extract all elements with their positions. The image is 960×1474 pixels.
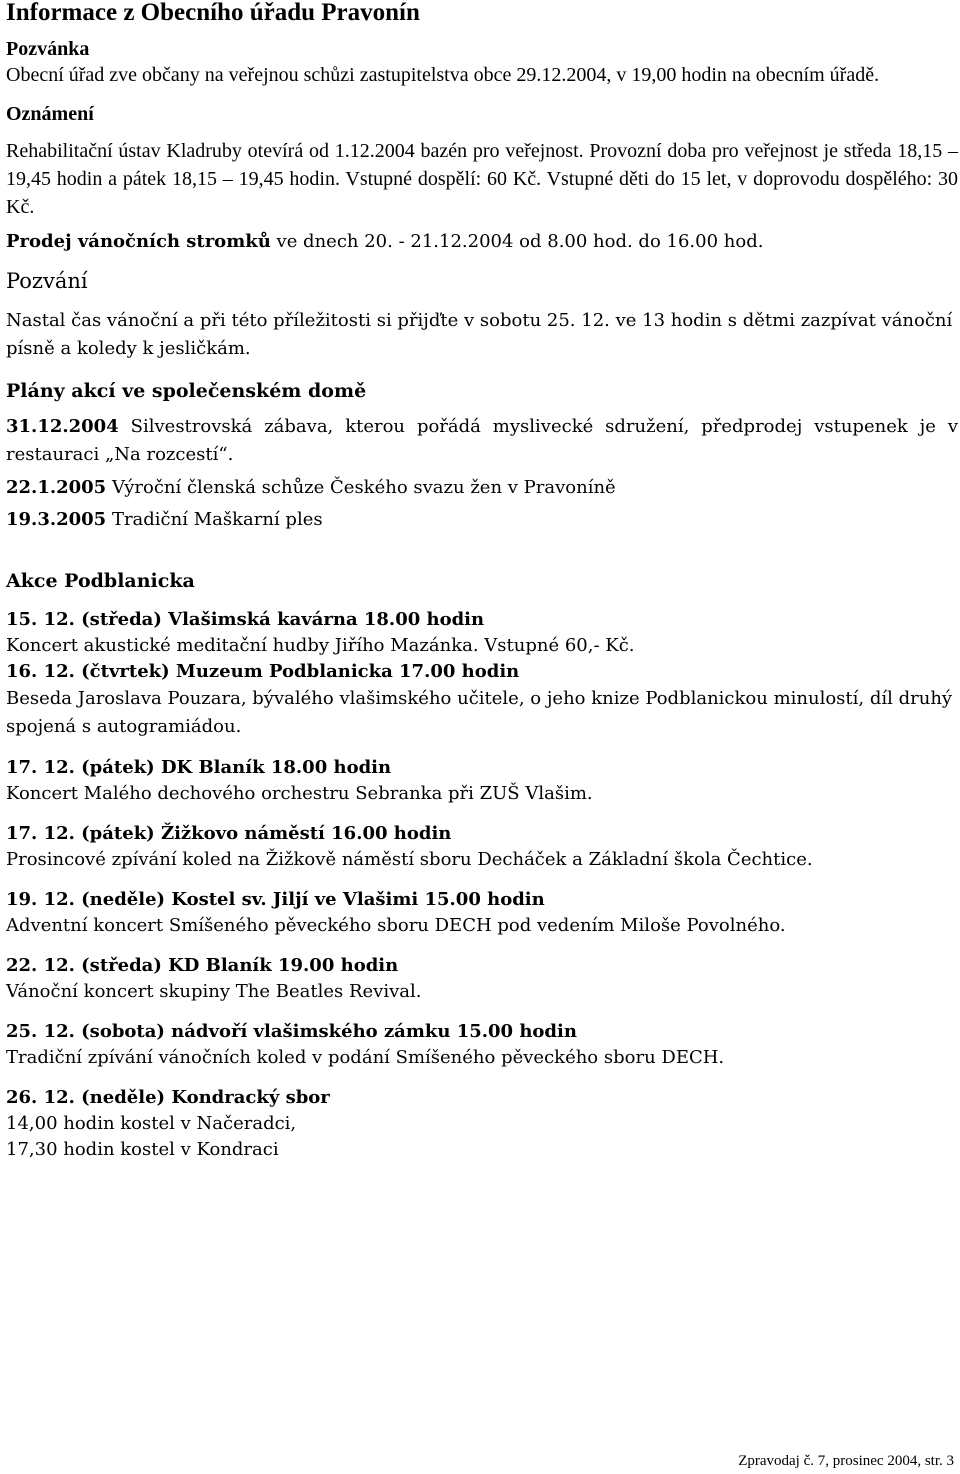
document-page [6,0,958,1163]
event-desc-line: 14,00 hodin kostel v Načeradci, [6,1113,297,1134]
plany-item-text: Výroční členská schůze Českého svazu žen v Pravoníně [106,477,616,498]
event [6,755,958,807]
plany-item [6,507,958,533]
event [6,1085,958,1163]
event-head: 17. 12. (pátek) DK Blaník 18.00 hodin [6,757,392,778]
event-head: 22. 12. (středa) KD Blaník 19.00 hodin [6,955,399,976]
section-akce [6,569,958,1163]
plany-item-text: Silvestrovská zábava, kterou pořádá myslivecké sdružení, předprodej vstupenek je v restauraci „Na rozcestí“. [6,416,958,465]
page-footer: Zpravodaj č. 7, prosinec 2004, str. 3 [738,1453,954,1469]
event-head: 19. 12. (neděle) Kostel sv. Jiljí ve Vlašimi 15.00 hodin [6,889,545,910]
plany-item [6,413,958,469]
oznameni-prodej [6,229,958,255]
event-desc: Koncert akustické meditační hudby Jiřího Mazánka. Vstupné 60,- Kč. [6,635,635,656]
section-pozvani [6,269,958,363]
event-head: 26. 12. (neděle) Kondracký sbor [6,1087,330,1108]
event-head: 16. 12. (čtvrtek) Muzeum Podblanicka 17.00 hodin [6,661,520,682]
section-pozvanka [6,37,958,88]
plany-item-text: Tradiční Maškarní ples [106,509,323,530]
plany-item-date: 19.3.2005 [6,509,107,530]
page-title: Informace z Obecního úřadu Pravonín [6,0,420,26]
event-desc: Tradiční zpívání vánočních koled v podání Smíšeného pěveckého sboru DECH. [6,1047,725,1068]
pozvani-text: Nastal čas vánoční a při této příležitosti si přijďte v sobotu 25. 12. ve 13 hodin s dětmi zazpívat vánoční písně a koledy k jesličkám. [6,310,953,359]
event-desc: Adventní koncert Smíšeného pěveckého sboru DECH pod vedením Miloše Povolného. [6,915,786,936]
plany-heading: Plány akcí ve společenském domě [6,380,367,402]
oznameni-text: Rehabilitační ústav Kladruby otevírá od 1.12.2004 bazén pro veřejnost. Provozní doba pro veřejnost je středa 18,15 – 19,45 hodin a pátek 18,15 – 19,45 hodin. Vstupné dospělí: 60 Kč. Vstupné děti do 15 let, v doprovodu dospělého: 30 Kč. [6,140,958,218]
event [6,887,958,939]
event-desc: Koncert Malého dechového orchestru Sebranka při ZUŠ Vlašim. [6,783,593,804]
event-desc: Vánoční koncert skupiny The Beatles Revival. [6,981,422,1002]
event [6,953,958,1005]
event [6,659,958,741]
event-desc: Beseda Jaroslava Pouzara, bývalého vlašimského učitele, o jeho knize Podblanickou minulostí, díl druhý spojená s autogramiádou. [6,688,953,737]
plany-item [6,475,958,501]
akce-heading: Akce Podblanicka [6,570,195,592]
section-oznameni [6,102,958,255]
event-desc: Prosincové zpívání koled na Žižkově náměstí sboru Decháček a Základní škola Čechtice. [6,849,813,870]
event-head: 15. 12. (středa) Vlašimská kavárna 18.00 hodin [6,609,485,630]
pozvanka-heading: Pozvánka [6,38,90,60]
event-head: 17. 12. (pátek) Žižkovo náměstí 16.00 hodin [6,823,452,844]
event [6,1019,958,1071]
plany-item-date: 31.12.2004 [6,416,119,437]
event [6,607,958,659]
prodej-dates: ve dnech 20. - 21.12.2004 od 8.00 hod. do 16.00 hod. [270,231,764,252]
event-head: 25. 12. (sobota) nádvoří vlašimského zámku 15.00 hodin [6,1021,577,1042]
section-plany [6,379,958,533]
plany-item-date: 22.1.2005 [6,477,107,498]
pozvanka-text: Obecní úřad zve občany na veřejnou schůzi zastupitelstva obce 29.12.2004, v 19,00 hodin na obecním úřadě. [6,64,880,86]
event-desc-line: 17,30 hodin kostel v Kondraci [6,1139,279,1160]
oznameni-heading: Oznámení [6,103,94,125]
prodej-label: Prodej vánočních stromků [6,231,271,252]
pozvani-heading: Pozvání [6,269,88,293]
event [6,821,958,873]
